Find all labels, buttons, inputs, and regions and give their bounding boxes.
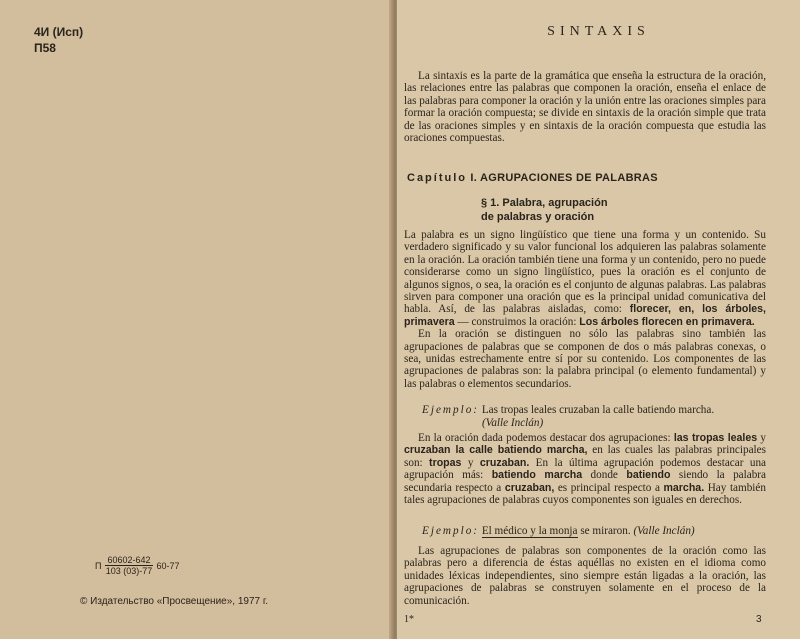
example-2-text-a: El médico y la monja bbox=[481, 525, 578, 537]
intro-text: La sintaxis es la parte de la gramática que enseña la estructura de la oración, las relaciones entre las palabras que componen la oración, enseña el enlace de las palabras para componer la oración y la unión entre las oraciones simples para formar la oración compuesta; se divide en sintaxis de la oración simple que trata de las oraciones simples y en sintaxis de la oración compuesta que estudia las oraciones compuestas. bbox=[404, 70, 766, 145]
example-2 bbox=[422, 525, 695, 537]
p3-f: donde bbox=[582, 469, 627, 482]
example-2-text-b: se miraron. bbox=[577, 525, 634, 537]
chapter-title: I. AGRUPACIONES DE PALABRAS bbox=[470, 172, 658, 184]
left-page bbox=[0, 0, 393, 639]
p3-bold-2: cruzaban la calle batiendo marcha, bbox=[404, 444, 588, 457]
p3-d: y bbox=[461, 456, 480, 469]
body-block-3 bbox=[404, 545, 766, 607]
catalog-fraction bbox=[105, 555, 152, 576]
paragraph-1-text-b: — construimos la oración: bbox=[454, 315, 580, 328]
p3-bold-1: las tropas leales bbox=[673, 432, 758, 444]
p3-a: En la oración dada podemos destacar dos agrupaciones: bbox=[418, 432, 674, 444]
p3-e: En la última agrupación podemos destacar una agrupación más: bbox=[404, 456, 767, 482]
catalog-suffix: 60-77 bbox=[156, 560, 180, 571]
p3-h: es principal respecto a bbox=[554, 481, 664, 494]
catalog-prefix: П bbox=[95, 560, 102, 571]
paragraph-1-text-a: La palabra es un signo lingüístico que tiene una forma y un contenido. Su verdadero significado y su valor funcional los adquieren las palabras solamente en la oración. La oración también tiene una forma y un contenido, pero no puede considerarse como un signo lingüístico, pues la oración es el conjunto de algunos signos, o sea, la oración es el conjunto de algunas palabras. Las palabras sirven para componer una oración que es la principal unidad comunicativa del habla. Así, de las palabras aisladas, como: bbox=[404, 229, 766, 316]
library-code bbox=[34, 24, 83, 56]
library-code-line2: П58 bbox=[34, 41, 56, 55]
signature-mark: 1* bbox=[404, 614, 414, 625]
catalog-numerator: 60602-642 bbox=[107, 555, 151, 565]
example-1 bbox=[422, 404, 714, 416]
paragraph-1 bbox=[404, 229, 766, 328]
example-1-text: Las tropas leales cruzaban la calle batiendo marcha. bbox=[481, 404, 715, 416]
library-code-line1: 4И (Исп) bbox=[34, 25, 84, 39]
page-number: 3 bbox=[756, 614, 762, 625]
p3-bold-3: tropas bbox=[429, 456, 462, 469]
p3-c: en las cuales las palabras principales son: bbox=[404, 444, 766, 469]
chapter-heading bbox=[407, 172, 658, 184]
p3-bold-4: cruzaban. bbox=[479, 456, 530, 469]
p3-bold-6: batiendo bbox=[626, 469, 671, 482]
body-block-1 bbox=[404, 229, 766, 390]
p3-b: y bbox=[757, 432, 767, 444]
p3-bold-8: marcha. bbox=[663, 481, 705, 494]
catalog-index bbox=[95, 555, 180, 576]
example-2-source: (Valle Inclán) bbox=[633, 525, 695, 537]
paragraph-2: En la oración se distinguen no sólo las palabras sino también las agrupaciones de palabras que se componen de dos o más palabras conexas, o sea, unidas estrechamente entre sí por su contenido. Los componentes de las agrupaciones de palabras son: la palabra principal (o elemento fundamental) y las palabras o elementos secundarios. bbox=[404, 328, 766, 390]
section-heading-line2: de palabras y oración bbox=[481, 211, 595, 223]
section-heading-line1: § 1. Palabra, agrupación bbox=[481, 197, 608, 209]
example-1-source: (Valle Inclán) bbox=[482, 417, 544, 429]
catalog-denominator: 103 (03)-77 bbox=[105, 566, 153, 576]
page-title: SINTAXIS bbox=[547, 24, 650, 39]
p3-bold-5: batiendo marcha bbox=[491, 469, 583, 482]
section-heading bbox=[481, 196, 608, 224]
copyright-line: © Издательство «Просвещение», 1977 г. bbox=[80, 596, 269, 607]
paragraph-3 bbox=[404, 432, 766, 506]
intro-paragraph bbox=[404, 70, 766, 144]
paragraph-4: Las agrupaciones de palabras son componentes de la oración como las palabras pero a diferencia de éstas aquéllas no existen en el idioma como unidades léxicas independientes, sino siempre están ligadas a la oración, las agrupaciones de palabras se construyen solamente en el proceso de la comunicación. bbox=[404, 545, 766, 607]
p3-bold-7: cruzaban, bbox=[504, 481, 555, 494]
p3-g: siendo la palabra secundaria respecto a bbox=[404, 469, 766, 494]
paragraph-1-bold-sentence: Los árboles florecen en primavera. bbox=[579, 315, 755, 328]
body-block-2 bbox=[404, 432, 766, 506]
paragraph-1-bold-words: florecer, en, los árboles, primavera bbox=[404, 303, 766, 328]
p3-i: Hay también tales agrupaciones de palabras cuyos componentes son iguales en derechos. bbox=[404, 481, 766, 507]
example-2-label: Ejemplo: bbox=[422, 525, 480, 537]
example-1-label: Ejemplo: bbox=[422, 404, 480, 416]
chapter-word: Capítulo bbox=[407, 172, 467, 184]
